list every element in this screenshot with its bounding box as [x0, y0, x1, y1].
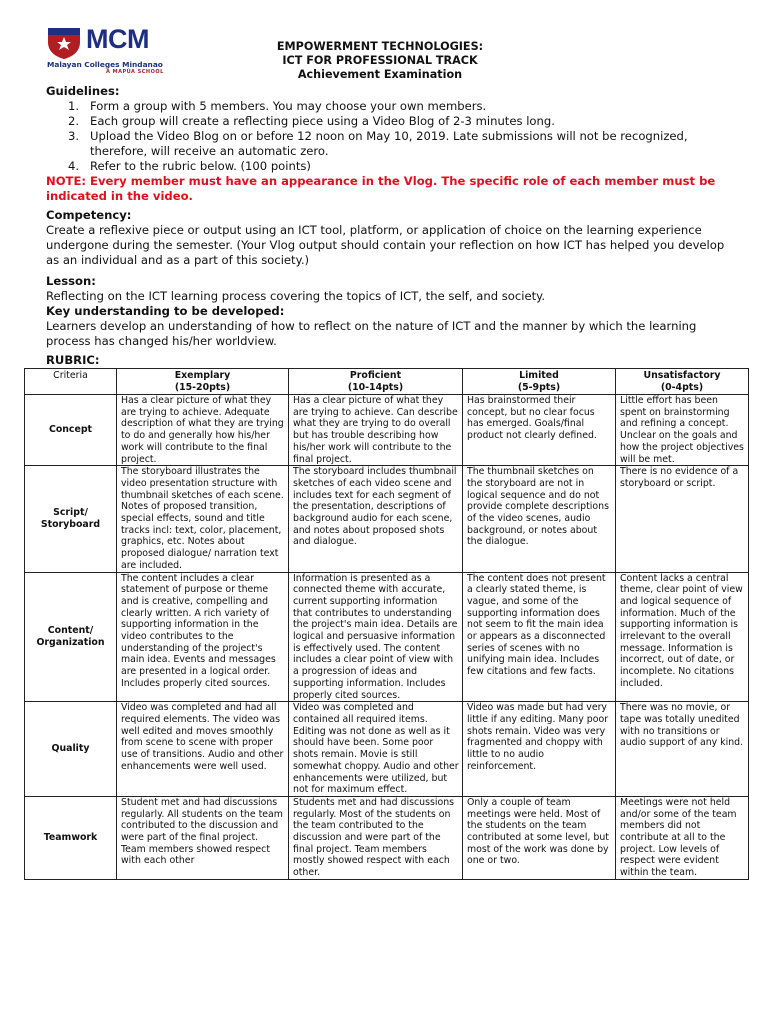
lesson-section [46, 274, 726, 349]
rubric-heading: RUBRIC: [46, 353, 100, 367]
logo-tagline: A MAPÚA SCHOOL [106, 69, 164, 75]
table-cell: Content lacks a central theme, clear point of view and logical sequence of information. Much of the supporting information is irrelevant to the overall message. Information is incorrect, out of date, or incomplete. No citations included. [616, 572, 749, 702]
guideline-item: 3. Upload the Video Blog on or before 12 noon on May 10, 2019. Late submissions will not be recognized, therefore, will receive an automatic zero. [68, 129, 688, 158]
criteria-cell: Script/ Storyboard [25, 466, 117, 572]
table-row [25, 796, 749, 879]
table-cell: The storyboard includes thumbnail sketches of each video scene and includes text for each segment of the presentation, descriptions of background audio for each scene, and notes about proposed shots and dialogue. [289, 466, 463, 572]
header-unsatisfactory: Unsatisfactory (0-4pts) [616, 369, 749, 395]
table-row [25, 395, 749, 466]
table-cell: There is no evidence of a storyboard or script. [616, 466, 749, 572]
table-cell: The thumbnail sketches on the storyboard are not in logical sequence and do not provide complete descriptions of the video scenes, audio background, or notes about the dialogue. [463, 466, 616, 572]
key-understanding-text: Learners develop an understanding of how to reflect on the nature of ICT and the manner by which the learning process has changed his/her worldview. [46, 319, 697, 348]
table-cell: Video was completed and contained all required items. Editing was not done as well as it should have been. Some poor shots remain. Movie is still somewhat choppy. Audio and other enhancements were utilized, but not for maximum effect. [289, 702, 463, 797]
criteria-cell: Teamwork [25, 796, 117, 879]
header-criteria: Criteria [25, 369, 117, 395]
table-cell: Only a couple of team meetings were held. Most of the students on the team contributed at some level, but most of the work was done by one or two. [463, 796, 616, 879]
title-line-1: EMPOWERMENT TECHNOLOGIES: [276, 40, 484, 53]
rubric-table [24, 368, 749, 880]
title-line-2: ICT FOR PROFESSIONAL TRACK [282, 54, 478, 67]
competency-heading: Competency: [46, 208, 132, 222]
table-cell: Video was made but had very little if any editing. Many poor shots remain. Video was very fragmented and choppy with little to no audio reinforcement. [463, 702, 616, 797]
guideline-item: 1. Form a group with 5 members. You may choose your own members. [68, 99, 487, 113]
school-logo [46, 24, 186, 76]
table-row [25, 572, 749, 702]
logo-school-name: Malayan Colleges Mindanao [47, 60, 163, 69]
guideline-item: 4. Refer to the rubric below. (100 points) [68, 159, 311, 173]
table-cell: There was no movie, or tape was totally unedited with no transitions or audio support of any kind. [616, 702, 749, 797]
header-limited: Limited (5-9pts) [463, 369, 616, 395]
table-cell: Information is presented as a connected theme with accurate, current supporting information that contributes to understanding the project's main idea. Details are logical and persuasive information is effectively used. The content includes a clear point of view with a progression of ideas and supporting information. Includes properly cited sources. [289, 572, 463, 702]
header-exemplary: Exemplary (15-20pts) [117, 369, 289, 395]
rubric-header-row [25, 369, 749, 395]
guidelines-heading: Guidelines: [46, 84, 120, 98]
table-cell: Students met and had discussions regularly. Most of the students on the team contributed to the discussion and were part of the final project. Team members mostly showed respect with each other. [289, 796, 463, 879]
table-row [25, 702, 749, 797]
guidelines-note: NOTE: Every member must have an appearance in the Vlog. The specific role of each member must be indicated in the video. [46, 174, 716, 203]
table-cell: The content includes a clear statement of purpose or theme and is creative, compelling and clearly written. A rich variety of supporting information in the video contributes to the understanding of the project's main idea. Events and messages are presented in a logical order. Includes properly cited sources. [117, 572, 289, 702]
rubric-section-header [46, 353, 726, 368]
table-cell: Meetings were not held and/or some of the team members did not contribute at all to the project. Low levels of respect were evident within the team. [616, 796, 749, 879]
header-proficient: Proficient (10-14pts) [289, 369, 463, 395]
guideline-item: 2. Each group will create a reflecting piece using a Video Blog of 2-3 minutes long. [68, 114, 555, 128]
table-cell: Has a clear picture of what they are trying to achieve. Can describe what they are trying to do overall but has trouble describing how his/her work will contribute to the final project. [289, 395, 463, 466]
competency-text: Create a reflexive piece or output using an ICT tool, platform, or application of choice on the learning experience undergone during the semester. (Your Vlog output should contain your reflection on how ICT has helped you develop as an individual and as a part of this society.) [46, 223, 725, 267]
table-cell: Video was completed and had all required elements. The video was well edited and moves smoothly from scene to scene with proper use of transitions. Audio and other enhancements were well used. [117, 702, 289, 797]
table-cell: Has a clear picture of what they are trying to achieve. Adequate description of what they are trying to do and generally how his/her work will contribute to the final project. [117, 395, 289, 466]
table-row [25, 466, 749, 572]
document-title [190, 40, 570, 82]
lesson-text: Reflecting on the ICT learning process covering the topics of ICT, the self, and society. [46, 289, 546, 303]
table-cell: Student met and had discussions regularly. All students on the team contributed to the discussion and were part of the final project. Team members showed respect with each other [117, 796, 289, 879]
key-understanding-heading: Key understanding to be developed: [46, 304, 285, 318]
guidelines-section [46, 84, 726, 204]
table-cell: The content does not present a clearly stated theme, is vague, and some of the supporting information does not seem to fit the main idea or appears as a disconnected series of scenes with no unifying main idea. Includes few citations and few facts. [463, 572, 616, 702]
table-cell: Little effort has been spent on brainstorming and refining a concept. Unclear on the goals and how the project objectives will be met. [616, 395, 749, 466]
criteria-cell: Quality [25, 702, 117, 797]
criteria-cell: Concept [25, 395, 117, 466]
logo-wordmark: MCM [86, 24, 149, 54]
shield-icon [46, 26, 82, 60]
table-cell: The storyboard illustrates the video presentation structure with thumbnail sketches of each scene. Notes of proposed transition, special effects, sound and title tracks incl: text, color, placement, graphics, etc. Notes about proposed dialogue/ narration text are included. [117, 466, 289, 572]
criteria-cell: Content/ Organization [25, 572, 117, 702]
title-line-3: Achievement Examination [297, 68, 463, 81]
table-cell: Has brainstormed their concept, but no clear focus has emerged. Goals/final product not clearly defined. [463, 395, 616, 466]
lesson-heading: Lesson: [46, 274, 96, 288]
competency-section [46, 208, 726, 268]
